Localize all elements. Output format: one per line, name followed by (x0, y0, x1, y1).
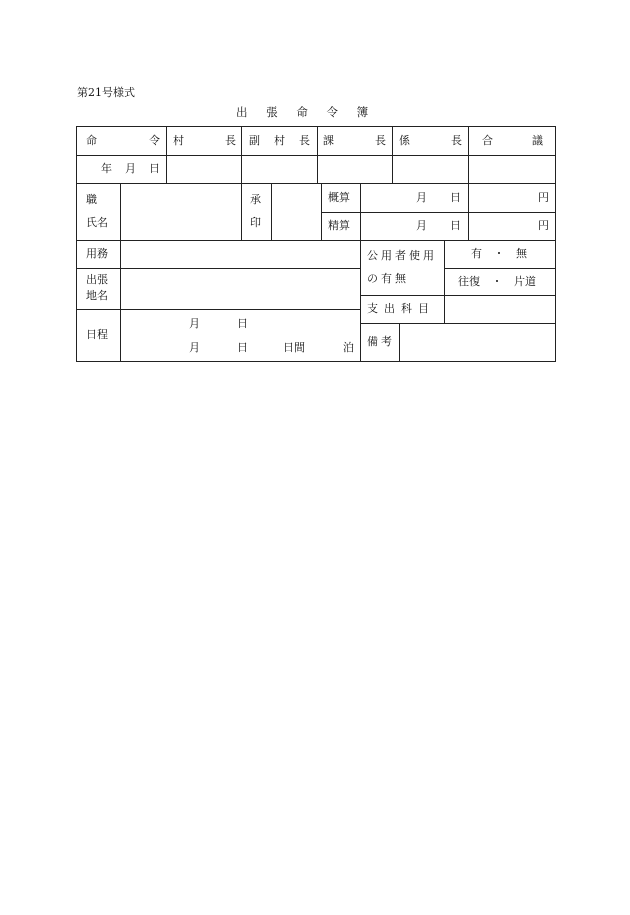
staff-in: 印 (250, 216, 261, 229)
settlement-seisan-yen: 円 (538, 219, 549, 232)
schedule-start-day: 日 (237, 317, 248, 330)
destination-label-2: 地名 (86, 289, 108, 302)
vehicle-label-2: の有無 (367, 272, 409, 285)
title-char: 命 (296, 105, 308, 119)
approval-son-cho: 長 (225, 134, 236, 147)
settlement-gaisan: 概算 (328, 191, 350, 204)
destination-label-1: 出張 (86, 273, 108, 286)
approval-kakari: 係 (399, 134, 410, 147)
travel-order-form (76, 126, 556, 362)
col-divider (399, 323, 400, 361)
settlement-seisan-month: 月 (416, 219, 427, 232)
approval-fuku-cho: 長 (299, 134, 310, 147)
vehicle-yes-no: 有 ・ 無 (471, 247, 527, 260)
settlement-gaisan-month: 月 (416, 191, 427, 204)
settlement-seisan: 精算 (328, 219, 350, 232)
settlement-seisan-day: 日 (450, 219, 461, 232)
date-year: 年 (101, 162, 112, 175)
row-divider (360, 295, 555, 296)
col-divider (360, 183, 361, 240)
row-divider (77, 155, 555, 156)
expense-label: 支出科目 (367, 302, 435, 315)
col-divider (321, 183, 322, 240)
approval-aigi-2: 議 (532, 134, 543, 147)
remarks-label: 備考 (367, 335, 395, 348)
row-divider (360, 323, 555, 324)
schedule-nichikan: 日間 (283, 341, 305, 354)
form-number: 第21号様式 (77, 86, 135, 99)
approval-kakari-cho: 長 (451, 134, 462, 147)
title-char: 簿 (356, 105, 369, 119)
col-divider (241, 127, 242, 183)
row-divider (321, 212, 555, 213)
approval-ka-cho: 長 (375, 134, 386, 147)
schedule-haku: 泊 (343, 341, 354, 354)
settlement-gaisan-yen: 円 (538, 191, 549, 204)
col-divider (444, 240, 445, 323)
row-divider (444, 268, 555, 269)
col-divider (241, 183, 242, 240)
col-divider (360, 240, 361, 361)
col-divider (166, 127, 167, 183)
staff-shoku: 職 (86, 193, 97, 206)
approval-fuku: 副 (249, 134, 260, 147)
col-divider (271, 183, 272, 240)
title-char: 張 (266, 105, 278, 119)
row-divider (77, 183, 555, 184)
schedule-end-month: 月 (189, 341, 200, 354)
col-divider (120, 183, 121, 361)
title-char: 令 (326, 105, 338, 119)
approval-ka: 課 (323, 134, 334, 147)
approval-fuku-son: 村 (274, 134, 285, 147)
form-title (236, 104, 368, 120)
date-day: 日 (149, 162, 160, 175)
row-divider (77, 240, 555, 241)
schedule-start-month: 月 (189, 317, 200, 330)
approval-aigi-1: 合 (482, 134, 493, 147)
settlement-gaisan-day: 日 (450, 191, 461, 204)
schedule-label: 日程 (86, 328, 108, 341)
staff-sho: 承 (250, 193, 261, 206)
staff-shimei: 氏名 (86, 216, 108, 229)
vehicle-trip-type: 往復 ・ 片道 (458, 275, 536, 288)
schedule-end-day: 日 (237, 341, 248, 354)
col-divider (317, 127, 318, 183)
date-month: 月 (125, 162, 136, 175)
approval-mei: 命 (86, 134, 97, 147)
vehicle-label-1: 公用者使用 (367, 249, 437, 262)
col-divider (468, 127, 469, 240)
approval-son: 村 (173, 134, 184, 147)
approval-rei: 令 (149, 134, 160, 147)
col-divider (392, 127, 393, 183)
title-char: 出 (236, 105, 248, 119)
business-label: 用務 (86, 247, 108, 260)
